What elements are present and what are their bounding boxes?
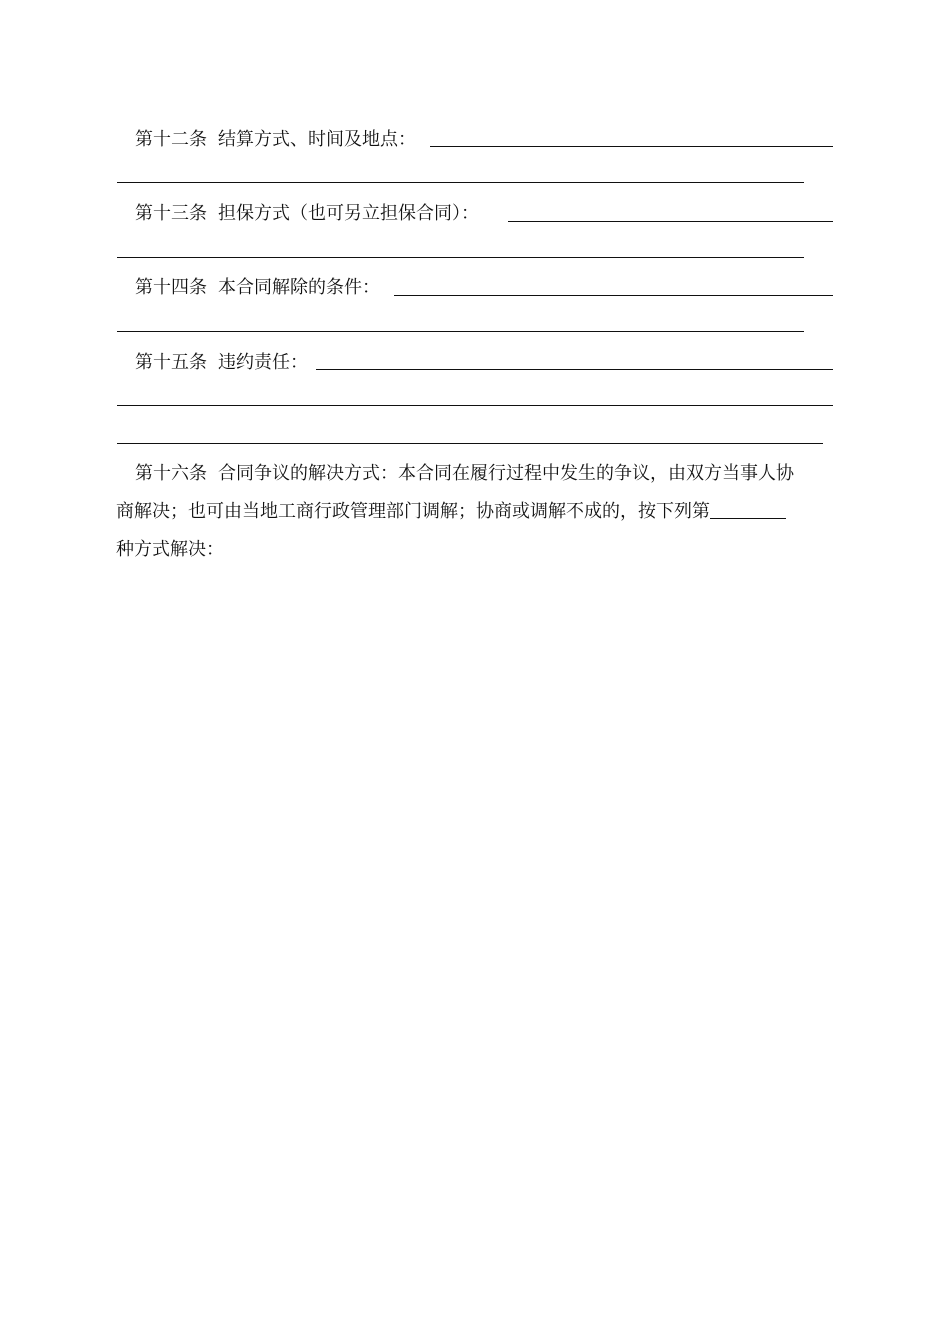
article-14-number: 第十四条 [135,277,207,298]
article-13-blank-1[interactable] [508,221,833,222]
article-12-blank-1[interactable] [430,146,833,147]
article-13-heading [135,200,479,228]
article-12-heading [135,126,416,154]
article-13-number: 第十三条 [135,203,207,224]
article-13-blank-2[interactable] [117,257,804,258]
article-15-title: 违约责任： [218,352,308,373]
article-15-blank-2[interactable] [117,405,833,406]
article-12-title: 结算方式、时间及地点： [218,129,416,150]
article-16-text-1: 合同争议的解决方式：本合同在履行过程中发生的争议，由双方当事人协 [218,463,794,484]
article-13-title: 担保方式（也可另立担保合同）： [218,203,479,224]
article-16-line-1 [135,460,794,488]
article-12-blank-2[interactable] [117,182,804,183]
article-12-number: 第十二条 [135,129,207,150]
article-14-blank-1[interactable] [394,295,833,296]
article-16-line-3 [116,536,224,564]
article-15-blank-3[interactable] [117,443,823,444]
article-16-text-2: 商解决；也可由当地工商行政管理部门调解；协商或调解不成的，按下列第 [116,501,710,522]
article-15-number: 第十五条 [135,352,207,373]
article-16-text-3: 种方式解决： [116,539,224,560]
article-16-line-2 [116,498,786,526]
article-14-blank-2[interactable] [117,331,804,332]
article-14-title: 本合同解除的条件： [218,277,380,298]
article-15-blank-1[interactable] [316,369,833,370]
article-16-choice-blank[interactable] [710,498,786,519]
article-16-number: 第十六条 [135,463,207,484]
article-14-heading [135,274,380,302]
article-15-heading [135,349,308,377]
